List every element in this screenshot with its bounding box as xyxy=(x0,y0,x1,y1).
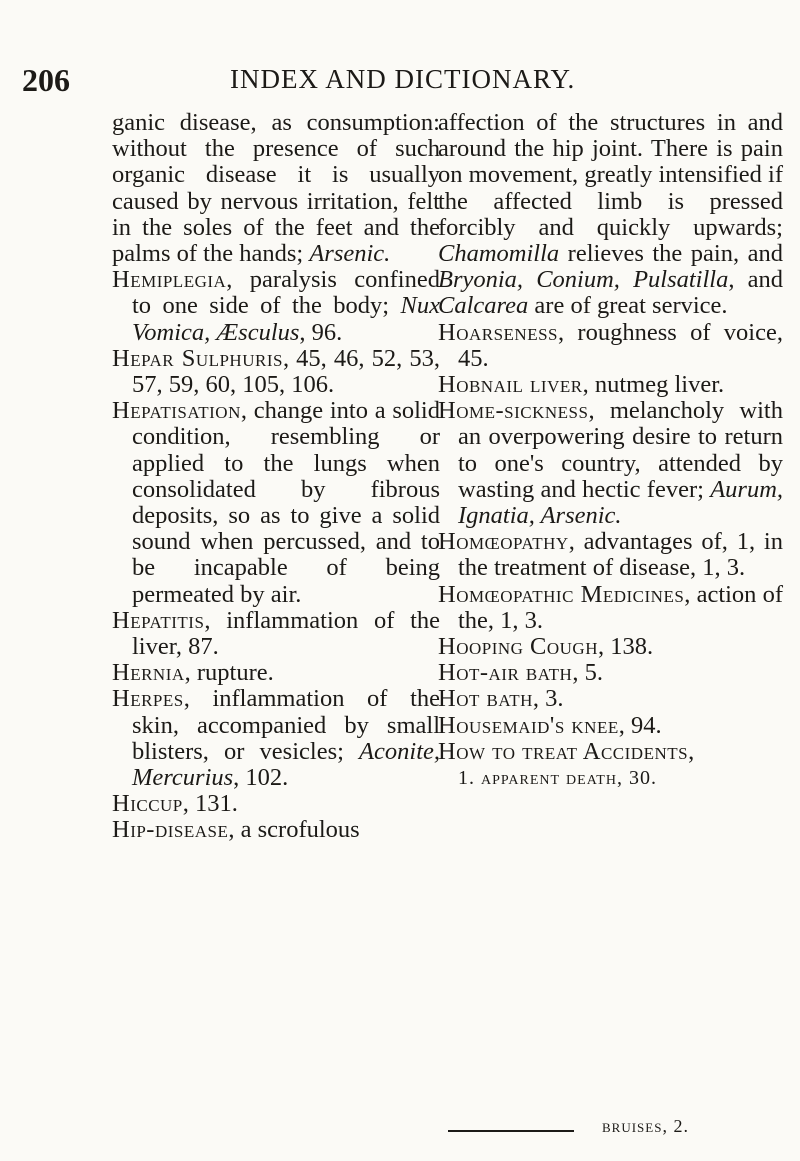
index-entry-hooping-cough: Hooping Cough, 138. xyxy=(438,633,654,661)
remedy: Chamomilla xyxy=(438,240,560,268)
index-entry-hiccup: Hiccup, 131. xyxy=(112,790,238,818)
index-entry-organic-continued: ganic disease, as consumption: without the presence of such organic disease it is usually caused by nervous irritation, felt in the soles of the feet and the palms of the hands; Arsenic. xyxy=(112,109,440,268)
index-entry-home-sickness: Home-sickness, melancholy with an overpowering desire to return to one's country, attended by wasting and hectic fever; Aurum, Ignatia, Arsenic. xyxy=(438,397,784,530)
sub-entry-apparent-death: 1. apparent death, 30. xyxy=(458,767,657,790)
entry-head: Hot bath xyxy=(438,685,533,713)
index-entry-herpes: Herpes, inflammation of the skin, accompanied by small blisters, or vesicles; Aconite, Mercurius, 102. xyxy=(112,685,440,792)
remedy: Aurum, Ignatia, Arsenic. xyxy=(458,475,784,530)
remedy: Calcarea xyxy=(438,292,529,320)
entry-head: Homœopathy xyxy=(438,528,569,556)
index-entry-hot-bath: Hot bath, 3. xyxy=(438,685,564,713)
index-entry-hip-disease: Hip-disease, a scrofulous xyxy=(112,816,360,844)
index-entry-hot-air-bath: Hot-air bath, 5. xyxy=(438,659,603,687)
dash-rule xyxy=(448,1130,574,1132)
running-title: INDEX AND DICTIONARY. xyxy=(230,64,576,94)
sub-entry-bruises: bruises, 2. xyxy=(602,1116,689,1136)
index-entry-hepar-sulphuris: Hepar Sulphuris, 45, 46, 52, 53, 57, 59, 60, 105, 106. xyxy=(112,344,441,399)
entry-head: Hip-disease xyxy=(112,816,229,844)
index-entry-hemiplegia: Hemiplegia, paralysis confined to one side of the body; Nux Vomica, Æsculus, 96. xyxy=(112,266,441,346)
index-entry-homoeopathy: Homœopathy, advantages of, 1, in the treatment of disease, 1, 3. xyxy=(438,528,783,582)
entry-head: Hot-air bath xyxy=(438,659,573,687)
page-number: 206 xyxy=(22,62,70,98)
remedy: Aconite, Mercurius xyxy=(132,737,440,792)
index-entry-hernia: Hernia, rupture. xyxy=(112,659,274,687)
entry-head: Housemaid's knee xyxy=(438,711,619,739)
entry-head: Herpes xyxy=(112,685,184,713)
entry-head: Hepar Sulphuris xyxy=(112,344,283,372)
entry-head: Hepatitis xyxy=(112,606,205,634)
index-entry-hobnail-liver: Hobnail liver, nutmeg liver. xyxy=(438,371,725,399)
entry-head: Hooping Cough xyxy=(438,633,598,661)
index-entry-hip-continued: affection of the structures in and around the hip joint. There is pain on movement, greatly intensified if the affected limb is pressed forcibly and quickly upwards; Chamomilla relieves the pain, and Bryonia, Conium, Pulsatilla, and Calcarea are of great service. xyxy=(438,109,784,320)
remedy: Arsenic. xyxy=(309,240,391,268)
entry-head: Hepatisation xyxy=(112,397,241,425)
index-entry-hepatisation: Hepatisation, change into a solid condition, resembling or applied to the lungs when consolidated by fibrous deposits, so as to give a solid sound when percussed, and to be incapable of being permeated by air. xyxy=(112,397,440,608)
remedy: Bryonia, Conium, Pulsatilla xyxy=(438,266,729,294)
right-column xyxy=(438,110,783,791)
index-entry-homoeopathic-medicines: Homœopathic Medicines, action of the, 1, 3. xyxy=(438,580,783,634)
left-column xyxy=(112,110,440,844)
entry-head: How to treat Accidents xyxy=(438,737,689,765)
entry-head: Hernia xyxy=(112,659,185,687)
index-entry-hoarseness: Hoarseness, roughness of voice, 45. xyxy=(438,318,783,372)
index-entry-housemaids-knee: Housemaid's knee, 94. xyxy=(438,711,662,739)
entry-head: Hemiplegia xyxy=(112,266,227,294)
page-header xyxy=(0,62,800,102)
entry-head: Hoarseness xyxy=(438,318,558,346)
entry-head: Hiccup xyxy=(112,790,183,818)
entry-head: Home-sickness xyxy=(438,397,589,425)
index-entry-hepatitis: Hepatitis, inflammation of the liver, 87. xyxy=(112,606,440,661)
remedy: Nux Vomica, Æsculus xyxy=(132,292,441,346)
entry-head: Hobnail liver xyxy=(438,371,583,399)
index-entry-how-to-treat-accidents: How to treat Accidents, xyxy=(438,737,695,765)
entry-head: Homœopathic Medicines xyxy=(438,580,685,608)
